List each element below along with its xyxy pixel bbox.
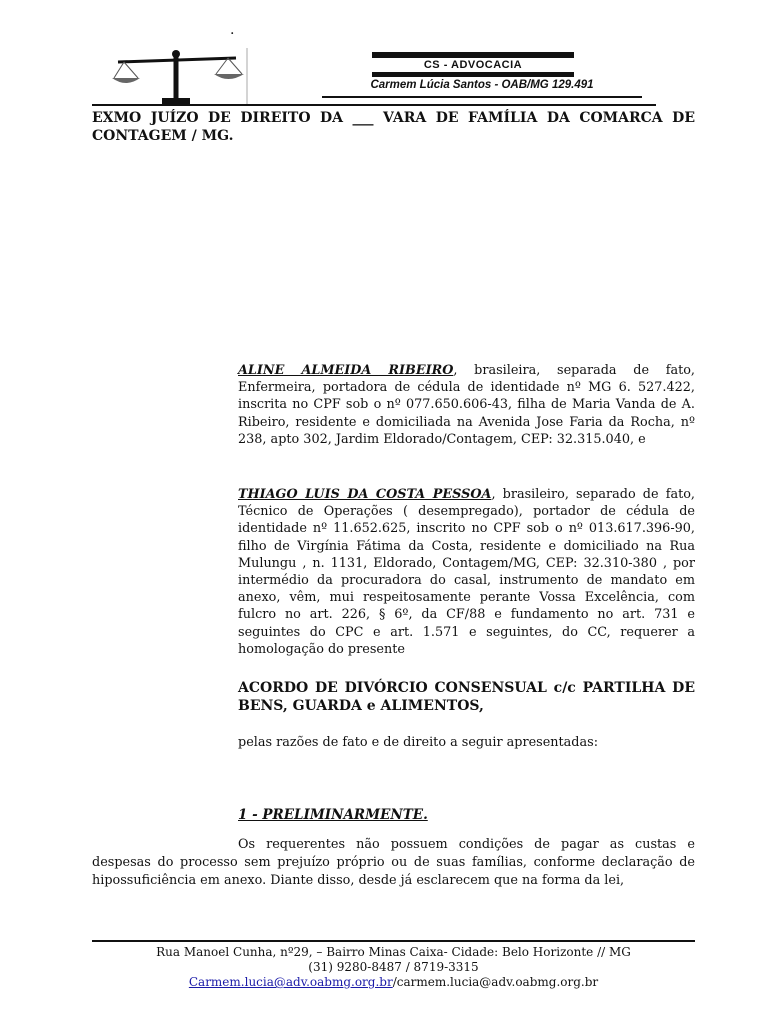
brand-banner [372,52,574,78]
footer-email-line [92,975,695,990]
addressee: EXMO JUÍZO DE DIREITO DA ___ VARA DE FAMÍLIA DA COMARCA DE CONTAGEM / MG. [92,110,695,144]
email-link[interactable]: Carmem.lucia@adv.oabmg.org.br [188,975,393,989]
party1-name: ALINE ALMEIDA RIBEIRO [238,363,454,378]
scales-of-justice-icon [108,48,248,106]
action-title: ACORDO DE DIVÓRCIO CONSENSUAL c/c PARTILHA DE BENS, GUARDA e ALIMENTOS, [238,680,695,714]
header-divider [92,104,656,106]
brand-bar-bottom [372,72,574,77]
party2-name: THIAGO LUIS DA COSTA PESSOA [238,487,492,502]
brand-divider [322,96,642,98]
party1-details: , brasileira, separada de fato, Enfermeira, portadora de cédula de identidade nº MG 6. 527.422, inscrita no CPF sob o nº 077.650.606-43, filha de Maria Vanda de A. Ribeiro, residente e domiciliada na Avenida Jose Faria da Rocha, nº 238, apto 302, Jardim Eldorado/Contagem, CEP: 32.315.040, e [238,363,696,447]
footer-address: Rua Manoel Cunha, nº29, – Bairro Minas Caixa- Cidade: Belo Horizonte // MG [156,945,631,959]
footer [92,945,695,990]
footer-divider [92,940,695,942]
section-heading: 1 - PRELIMINARMENTE. [238,807,428,823]
email-secondary: /carmem.lucia@adv.oabmg.org.br [392,975,599,989]
stray-dot: . [230,22,235,38]
footer-phones: (31) 9280-8487 / 8719-3315 [308,960,479,974]
party1-paragraph [238,362,695,448]
section-paragraph: Os requerentes não possuem condições de pagar as custas e despesas do processo sem prejuízo próprio ou de suas famílias, conforme declaração de hipossuficiência em anexo. Diante disso, desde já esclarecem que na forma da lei, [92,837,695,888]
brand-subtitle: Carmem Lúcia Santos - OAB/MG 129.491 [370,79,594,91]
party2-paragraph [238,486,695,658]
brand-title: CS - ADVOCACIA [372,58,574,72]
intro-line: pelas razões de fato e de direito a seguir apresentadas: [238,735,599,750]
party2-details: , brasileiro, separado de fato, Técnico de Operações ( desempregado), portador de cédula de identidade nº 11.652.625, inscrito no CPF sob o nº 013.617.396-90, filho de Virgínia Fátima da Costa, residente e domiciliado na Rua Mulungu , n. 1131, Eldorado, Contagem/MG, CEP: 32.310-380 , por intermédio da procuradora do casal, instrumento de mandato em anexo, vêm, mui respeitosamente perante Vossa Excelência, com fulcro no art. 226, § 6º, da CF/88 e fundamento no art. 731 e seguintes do CPC e art. 1.571 e seguintes, do CC, requerer a homologação do presente [238,487,695,657]
